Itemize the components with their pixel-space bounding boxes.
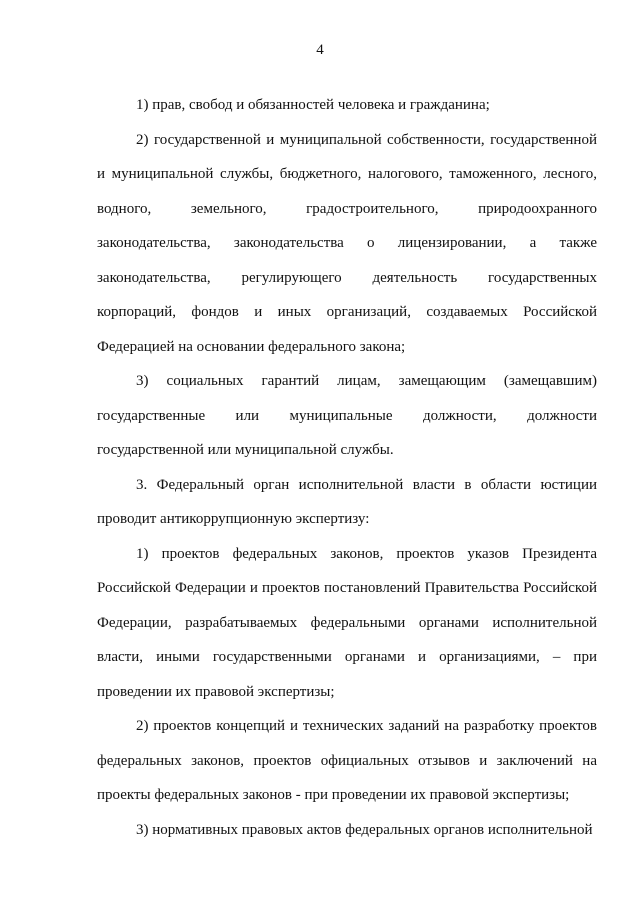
paragraph-property-legislation: 2) государственной и муниципальной собственности, государственной и муниципальной службы, бюджетного, налогового, таможенного, лесного, водного, земельного, градостроительного, природоохранного законодательства, законодательства о лицензировании, а также законодательства, регулирующего деятельность государственных корпораций, фондов и иных организаций, создаваемых Российской Федерацией на основании федерального закона; <box>97 131 597 355</box>
document-body <box>97 88 597 847</box>
paragraph-normative-acts: 3) нормативных правовых актов федеральных органов исполнительной <box>136 821 593 838</box>
paragraph-rights: 1) прав, свобод и обязанностей человека и гражданина; <box>136 97 490 113</box>
paragraph-justice-authority: 3. Федеральный орган исполнительной власти в области юстиции проводит антикоррупционную экспертизу: <box>97 476 597 527</box>
page-number: 4 <box>316 42 324 58</box>
paragraph-draft-laws: 1) проектов федеральных законов, проектов указов Президента Российской Федерации и проектов постановлений Правительства Российской Федерации, разрабатываемых федеральными органами исполнительной власти, иными государственными органами и организациями, – при проведении их правовой экспертизы; <box>97 545 597 700</box>
paragraph-draft-concepts: 2) проектов концепций и технических заданий на разработку проектов федеральных законов, проектов официальных отзывов и заключений на проекты федеральных законов - при проведении их правовой экспертизы; <box>97 718 597 803</box>
paragraph-social-guarantees: 3) социальных гарантий лицам, замещающим (замещавшим) государственные или муниципальные должности, должности государственной или муниципальной службы. <box>97 373 597 458</box>
